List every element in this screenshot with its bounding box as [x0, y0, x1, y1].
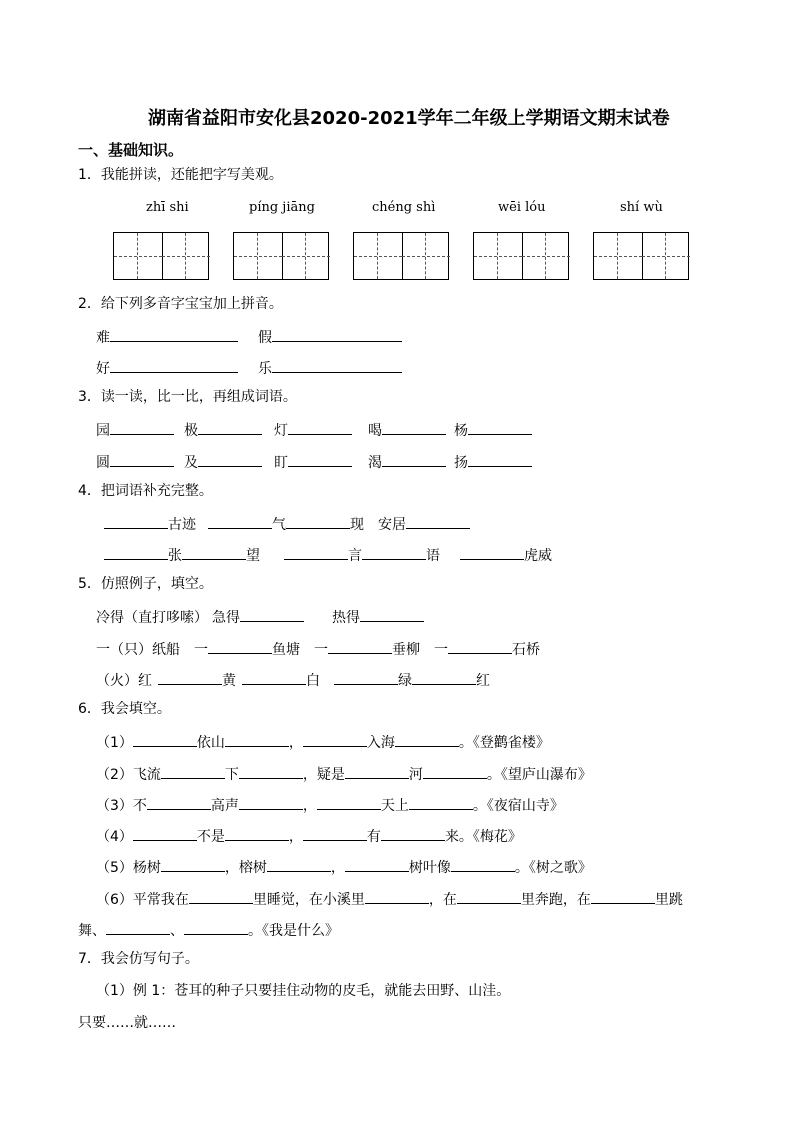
answer-blank[interactable]	[365, 890, 429, 904]
pinyin-1: zhī shi	[146, 200, 189, 215]
q2-char: 假	[258, 330, 272, 346]
answer-blank[interactable]	[468, 453, 532, 467]
question-5: 5．仿照例子，填空。	[78, 576, 213, 592]
pinyin-4: wēi lóu	[498, 200, 546, 215]
q4-word: 现	[350, 517, 364, 533]
question-4: 4．把词语补充完整。	[78, 483, 213, 499]
answer-blank[interactable]	[288, 453, 352, 467]
q7-pattern: 只要……就……	[78, 1015, 176, 1031]
answer-blank[interactable]	[225, 733, 289, 747]
answer-blank[interactable]	[110, 328, 238, 342]
q5-row-3	[96, 671, 490, 688]
answer-blank[interactable]	[240, 608, 304, 622]
answer-blank[interactable]	[182, 546, 246, 560]
answer-blank[interactable]	[104, 546, 168, 560]
answer-blank[interactable]	[328, 640, 392, 654]
answer-blank[interactable]	[242, 671, 306, 685]
q6-text: （2）飞流	[96, 767, 161, 783]
answer-blank[interactable]	[382, 453, 446, 467]
q6-text: （3）不	[96, 798, 147, 814]
q7-example: （1）例 1：苍耳的种子只要挂住动物的皮毛，就能去田野、山洼。	[96, 983, 511, 999]
pinyin-3: chéng shì	[372, 200, 436, 215]
q3-row-2	[96, 453, 532, 470]
answer-blank[interactable]	[104, 515, 168, 529]
answer-blank[interactable]	[412, 671, 476, 685]
q2-char: 乐	[258, 361, 272, 377]
answer-blank[interactable]	[362, 546, 426, 560]
answer-blank[interactable]	[158, 671, 222, 685]
q6-text: （6）平常我在	[96, 892, 189, 908]
answer-blank[interactable]	[303, 733, 367, 747]
answer-blank[interactable]	[395, 733, 459, 747]
q5-row-1	[96, 608, 424, 625]
answer-blank[interactable]	[451, 858, 515, 872]
answer-blank[interactable]	[345, 858, 409, 872]
question-2: 2．给下列多音字宝宝加上拼音。	[78, 296, 283, 312]
q6-text: （5）杨树	[96, 860, 161, 876]
q6-text: 来。《梅花》	[444, 829, 522, 845]
q6-text: ，	[288, 829, 303, 845]
q5-word: 急得	[212, 610, 240, 626]
answer-blank[interactable]	[133, 827, 197, 841]
q5-word: 一	[314, 642, 328, 658]
answer-blank[interactable]	[198, 453, 262, 467]
writing-grid-5[interactable]	[593, 232, 689, 280]
q5-example: 一（只）纸船	[96, 642, 180, 658]
q6-text: ，榕树	[224, 860, 267, 876]
q6-text: 依山	[196, 735, 225, 751]
q4-word: 安居	[378, 517, 406, 533]
q6-text: 。《望庐山瀑布》	[486, 767, 592, 783]
q3-char: 及	[184, 455, 198, 471]
q6-text: 、	[170, 923, 184, 939]
answer-blank[interactable]	[334, 671, 398, 685]
answer-blank[interactable]	[225, 827, 289, 841]
page-title: 湖南省益阳市安化县2020-2021学年二年级上学期语文期末试卷	[148, 108, 670, 129]
q3-char: 杨	[454, 423, 468, 439]
answer-blank[interactable]	[303, 827, 367, 841]
q6-text: 。《夜宿山寺》	[472, 798, 564, 814]
answer-blank[interactable]	[460, 546, 524, 560]
q6-text: 天上	[380, 798, 409, 814]
q5-example: 冷得（直打哆嗦）	[96, 610, 208, 626]
answer-blank[interactable]	[110, 453, 174, 467]
q6-text: 。《树之歌》	[514, 860, 592, 876]
q6-text: 。《我是什么》	[248, 923, 339, 939]
question-1: 1．我能拼读，还能把字写美观。	[78, 167, 283, 183]
answer-blank[interactable]	[448, 640, 512, 654]
answer-blank[interactable]	[110, 421, 174, 435]
q6-text: 树叶像	[408, 860, 451, 876]
q2-row-1	[96, 328, 238, 345]
q6-text: ，	[288, 735, 303, 751]
writing-grid-2[interactable]	[233, 232, 329, 280]
answer-blank[interactable]	[267, 858, 331, 872]
q6-text: （4）	[96, 829, 133, 845]
q6-line-1	[96, 733, 550, 750]
answer-blank[interactable]	[317, 796, 381, 810]
answer-blank[interactable]	[161, 858, 225, 872]
q5-word: 白	[306, 673, 320, 689]
q6-line-6	[96, 890, 683, 907]
answer-blank[interactable]	[423, 765, 487, 779]
q4-word: 古迹	[168, 517, 196, 533]
q6-text: 有	[366, 829, 381, 845]
q3-char: 渴	[368, 455, 382, 471]
q6-text: 河	[408, 767, 423, 783]
q6-text: 里跳	[654, 892, 683, 908]
q6-text: 入海	[366, 735, 395, 751]
q6-line-5	[96, 858, 592, 875]
q6-text: 下	[224, 767, 239, 783]
q3-char: 圆	[96, 455, 110, 471]
q6-line-2	[96, 765, 592, 782]
q6-text: ，	[330, 860, 345, 876]
q6-line-4	[96, 827, 522, 844]
answer-blank[interactable]	[288, 421, 352, 435]
q2-char: 好	[96, 361, 110, 377]
pinyin-5: shí wù	[620, 200, 663, 215]
q5-word: 黄	[222, 673, 236, 689]
q6-text: ，疑是	[302, 767, 345, 783]
q3-char: 盯	[274, 455, 288, 471]
q6-text: 不是	[196, 829, 225, 845]
answer-blank[interactable]	[198, 421, 262, 435]
q6-text: 里奔跑，在	[520, 892, 591, 908]
q3-char: 园	[96, 423, 110, 439]
q4-word: 虎威	[524, 548, 552, 564]
q5-row-2	[96, 640, 540, 657]
question-6: 6．我会填空。	[78, 701, 171, 717]
section-heading: 一、基础知识。	[78, 141, 184, 159]
q3-row-1	[96, 421, 532, 438]
answer-blank[interactable]	[591, 890, 655, 904]
answer-blank[interactable]	[286, 515, 350, 529]
answer-blank[interactable]	[239, 796, 303, 810]
answer-blank[interactable]	[161, 765, 225, 779]
q4-word: 望	[246, 548, 260, 564]
q4-row-1	[104, 515, 470, 532]
writing-grid-1[interactable]	[113, 232, 209, 280]
q3-char: 灯	[274, 423, 288, 439]
answer-blank[interactable]	[381, 827, 445, 841]
answer-blank[interactable]	[272, 328, 402, 342]
q5-word: 热得	[332, 610, 360, 626]
q3-char: 喝	[368, 423, 382, 439]
answer-blank[interactable]	[106, 921, 170, 935]
writing-grid-3[interactable]	[353, 232, 449, 280]
answer-blank[interactable]	[345, 765, 409, 779]
q6-text: ，在	[428, 892, 457, 908]
q6-text: 舞、	[78, 923, 106, 939]
answer-blank[interactable]	[147, 796, 211, 810]
q6-text: 高声	[210, 798, 239, 814]
q4-word: 语	[426, 548, 440, 564]
q4-word: 气	[272, 517, 286, 533]
answer-blank[interactable]	[468, 421, 532, 435]
answer-blank[interactable]	[208, 515, 272, 529]
q6-line-7	[78, 921, 339, 938]
answer-blank[interactable]	[284, 546, 348, 560]
answer-blank[interactable]	[208, 640, 272, 654]
q5-word: 石桥	[512, 642, 540, 658]
answer-blank[interactable]	[382, 421, 446, 435]
q3-char: 扬	[454, 455, 468, 471]
q5-example: （火）红	[96, 673, 152, 689]
q3-char: 极	[184, 423, 198, 439]
q5-word: 鱼塘	[272, 642, 300, 658]
answer-blank[interactable]	[110, 359, 238, 373]
q5-word: 一	[194, 642, 208, 658]
q5-word: 红	[476, 673, 490, 689]
answer-blank[interactable]	[272, 359, 402, 373]
q2-row-2b	[258, 359, 402, 376]
answer-blank[interactable]	[360, 608, 424, 622]
q5-word: 绿	[398, 673, 412, 689]
answer-blank[interactable]	[409, 796, 473, 810]
q6-text: （1）	[96, 735, 133, 751]
q2-row-1b	[258, 328, 402, 345]
q4-word: 言	[348, 548, 362, 564]
answer-blank[interactable]	[184, 921, 248, 935]
question-3: 3．读一读，比一比，再组成词语。	[78, 389, 297, 405]
q6-text: 里睡觉，在小溪里	[252, 892, 365, 908]
question-7: 7．我会仿写句子。	[78, 951, 199, 967]
q5-word: 一	[434, 642, 448, 658]
q4-word: 张	[168, 548, 182, 564]
q6-text: 。《登鹳雀楼》	[458, 735, 550, 751]
q2-row-2	[96, 359, 238, 376]
answer-blank[interactable]	[189, 890, 253, 904]
q2-char: 难	[96, 330, 110, 346]
q5-word: 垂柳	[392, 642, 420, 658]
answer-blank[interactable]	[133, 733, 197, 747]
answer-blank[interactable]	[406, 515, 470, 529]
answer-blank[interactable]	[457, 890, 521, 904]
q4-row-2	[104, 546, 552, 563]
writing-grid-4[interactable]	[473, 232, 569, 280]
q6-line-3	[96, 796, 564, 813]
q6-text: ，	[302, 798, 317, 814]
pinyin-2: píng jiāng	[249, 200, 315, 215]
answer-blank[interactable]	[239, 765, 303, 779]
